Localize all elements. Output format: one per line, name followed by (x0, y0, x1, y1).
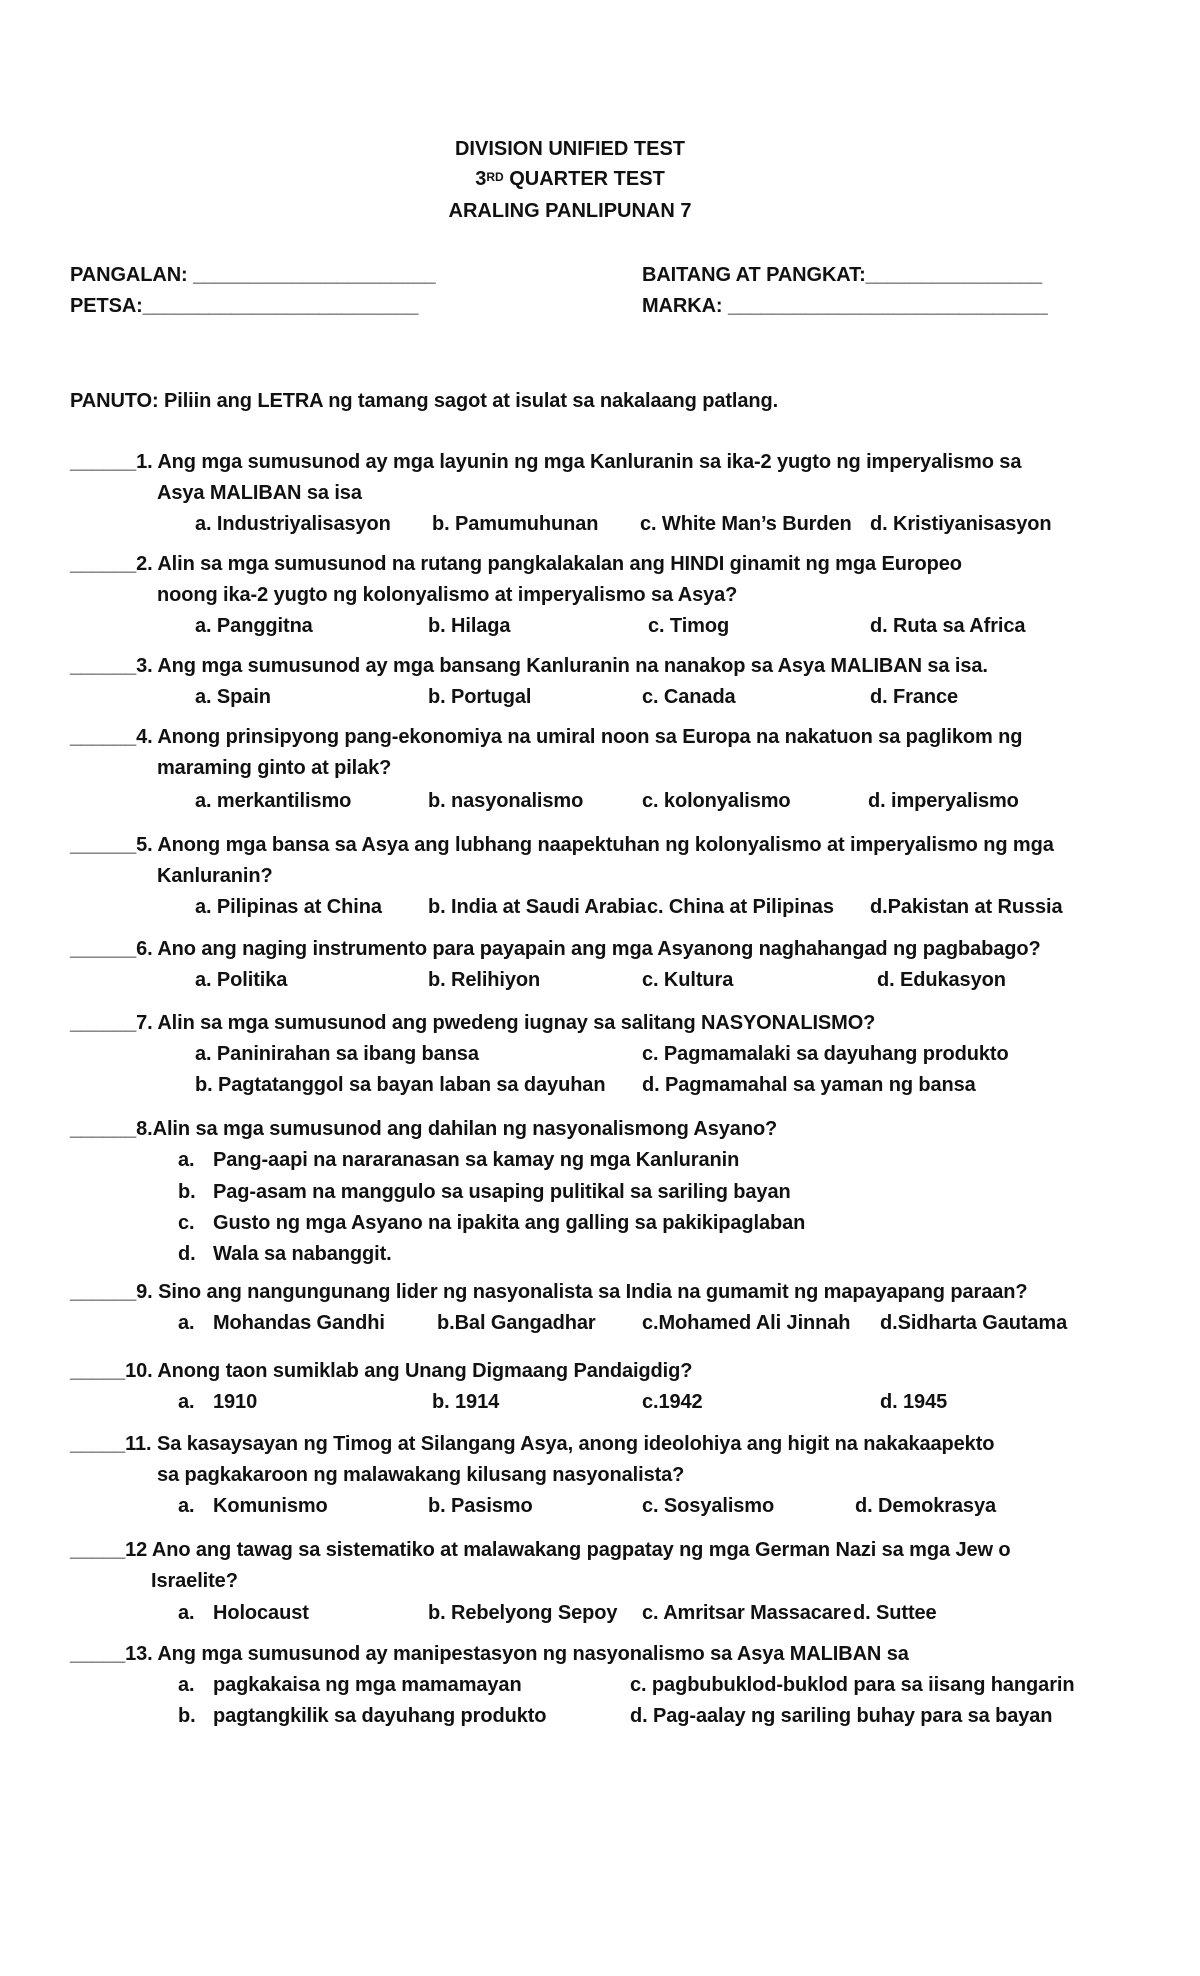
q8-letter-c: c. (178, 1212, 195, 1234)
q3-choice-c: c. Canada (642, 686, 736, 708)
q1-choice-b: b. Pamumuhunan (432, 513, 599, 535)
q10-choice-b: b. 1914 (432, 1391, 500, 1413)
q13-choice-b: pagtangkilik sa dayuhang produkto (213, 1705, 547, 1727)
q2-choice-c: c. Timog (648, 615, 730, 637)
q11-letter-a: a. (178, 1495, 195, 1517)
q5-choice-a: a. Pilipinas at China (195, 896, 382, 918)
question-3: ______3. Ang mga sumusunod ay mga bansang Kanluranin na nanakop sa Asya MALIBAN sa isa. (70, 655, 988, 677)
question-2: ______2. Alin sa mga sumusunod na rutang pangkalakalan ang HINDI ginamit ng mga Europeo (70, 553, 962, 575)
q1-choice-c: c. White Man’s Burden (640, 513, 852, 535)
q11-choice-a: Komunismo (213, 1495, 328, 1517)
q2-choice-a: a. Panggitna (195, 615, 313, 637)
q3-choice-b: b. Portugal (428, 686, 532, 708)
pangalan-field[interactable]: PANGALAN: ______________________ (70, 264, 436, 286)
baitang-field[interactable]: BAITANG AT PANGKAT:________________ (642, 264, 1042, 286)
question-5: ______5. Anong mga bansa sa Asya ang lubhang naapektuhan ng kolonyalismo at imperyalismo ng mga (70, 834, 1054, 856)
question-6: ______6. Ano ang naging instrumento para payapain ang mga Asyanong naghahangad ng pagbabago? (70, 938, 1041, 960)
q9-choice-a: Mohandas Gandhi (213, 1312, 385, 1334)
q13-letter-a: a. (178, 1674, 195, 1696)
q9-choice-d: d.Sidharta Gautama (880, 1312, 1068, 1334)
q6-choice-a: a. Politika (195, 969, 288, 991)
q8-choice-c: Gusto ng mga Asyano na ipakita ang galling sa pakikipaglaban (213, 1212, 806, 1234)
q10-choice-c: c.1942 (642, 1391, 703, 1413)
q8-choice-d: Wala sa nabanggit. (213, 1243, 392, 1265)
question-12-cont: Israelite? (151, 1570, 238, 1592)
question-10: _____10. Anong taon sumiklab ang Unang Digmaang Pandaigdig? (70, 1360, 693, 1382)
q9-choice-b: b.Bal Gangadhar (437, 1312, 596, 1334)
q5-choice-c: c. China at Pilipinas (647, 896, 834, 918)
question-4-cont: maraming ginto at pilak? (157, 757, 392, 779)
q7-choice-d: d. Pagmamahal sa yaman ng bansa (642, 1074, 976, 1096)
q6-choice-d: d. Edukasyon (877, 969, 1006, 991)
q7-choice-a: a. Paninirahan sa ibang bansa (195, 1043, 479, 1065)
quarter-label: QUARTER TEST (503, 168, 665, 190)
q11-choice-c: c. Sosyalismo (642, 1495, 775, 1517)
quarter-title (0, 166, 1140, 192)
q9-letter-a: a. (178, 1312, 195, 1334)
q3-choice-d: d. France (870, 686, 959, 708)
q13-choice-d: d. Pag-aalay ng sariling buhay para sa bayan (630, 1705, 1053, 1727)
q13-choice-c: c. pagbubuklod-buklod para sa iisang hangarin (630, 1674, 1075, 1696)
question-11: _____11. Sa kasaysayan ng Timog at Silangang Asya, anong ideolohiya ang higit na nakakaapekto (70, 1433, 995, 1455)
q4-choice-a: a. merkantilismo (195, 790, 352, 812)
question-1: ______1. Ang mga sumusunod ay mga layunin ng mga Kanluranin sa ika-2 yugto ng imperyalismo sa (70, 451, 1022, 473)
quarter-suffix: RD (486, 170, 504, 184)
instructions: PANUTO: Piliin ang LETRA ng tamang sagot at isulat sa nakalaang patlang. (70, 390, 779, 412)
q10-choice-a: 1910 (213, 1391, 258, 1413)
q6-choice-b: b. Relihiyon (428, 969, 541, 991)
question-13: _____13. Ang mga sumusunod ay manipestasyon ng nasyonalismo sa Asya MALIBAN sa (70, 1643, 909, 1665)
question-12: _____12 Ano ang tawag sa sistematiko at malawakang pagpatay ng mga German Nazi sa mga Jew o (70, 1539, 1011, 1561)
q8-choice-a: Pang-aapi na nararanasan sa kamay ng mga Kanluranin (213, 1149, 740, 1171)
question-9: ______9. Sino ang nangungunang lider ng nasyonalista sa India na gumamit ng mapayapang paraan? (70, 1281, 1028, 1303)
q8-letter-a: a. (178, 1149, 195, 1171)
q12-letter-a: a. (178, 1602, 195, 1624)
q10-letter-a: a. (178, 1391, 195, 1413)
q4-choice-d: d. imperyalismo (868, 790, 1019, 812)
quarter-number: 3 (475, 168, 487, 190)
q6-choice-c: c. Kultura (642, 969, 734, 991)
q10-choice-d: d. 1945 (880, 1391, 948, 1413)
q5-choice-d: d.Pakistan at Russia (870, 896, 1063, 918)
q7-choice-b: b. Pagtatanggol sa bayan laban sa dayuhan (195, 1074, 606, 1096)
q8-letter-b: b. (178, 1181, 196, 1203)
question-4: ______4. Anong prinsipyong pang-ekonomiya na umiral noon sa Europa na nakatuon sa paglikom ng (70, 726, 1023, 748)
question-11-cont: sa pagkakaroon ng malawakang kilusang nasyonalista? (157, 1464, 685, 1486)
q3-choice-a: a. Spain (195, 686, 271, 708)
q11-choice-b: b. Pasismo (428, 1495, 533, 1517)
q13-choice-a: pagkakaisa ng mga mamamayan (213, 1674, 522, 1696)
question-1-cont: Asya MALIBAN sa isa (157, 482, 362, 504)
q8-choice-b: Pag-asam na manggulo sa usaping pulitikal sa sariling bayan (213, 1181, 791, 1203)
question-5-cont: Kanluranin? (157, 865, 273, 887)
q12-choice-d: d. Suttee (853, 1602, 937, 1624)
q12-choice-c: c. Amritsar Massacare (642, 1602, 852, 1624)
marka-field[interactable]: MARKA: _____________________________ (642, 295, 1048, 317)
q7-choice-c: c. Pagmamalaki sa dayuhang produkto (642, 1043, 1009, 1065)
petsa-field[interactable]: PETSA:_________________________ (70, 295, 419, 317)
q12-choice-b: b. Rebelyong Sepoy (428, 1602, 618, 1624)
q2-choice-b: b. Hilaga (428, 615, 511, 637)
question-8: ______8.Alin sa mga sumusunod ang dahilan ng nasyonalismong Asyano? (70, 1118, 778, 1140)
question-7: ______7. Alin sa mga sumusunod ang pwedeng iugnay sa salitang NASYONALISMO? (70, 1012, 876, 1034)
q4-choice-c: c. kolonyalismo (642, 790, 791, 812)
question-2-cont: noong ika-2 yugto ng kolonyalismo at imperyalismo sa Asya? (157, 584, 738, 606)
q9-choice-c: c.Mohamed Ali Jinnah (642, 1312, 851, 1334)
q2-choice-d: d. Ruta sa Africa (870, 615, 1026, 637)
q12-choice-a: Holocaust (213, 1602, 309, 1624)
q5-choice-b: b. India at Saudi Arabia (428, 896, 647, 918)
q8-letter-d: d. (178, 1243, 196, 1265)
q13-letter-b: b. (178, 1705, 196, 1727)
test-title: DIVISION UNIFIED TEST (454, 138, 686, 160)
q11-choice-d: d. Demokrasya (855, 1495, 996, 1517)
q1-choice-a: a. Industriyalisasyon (195, 513, 391, 535)
q4-choice-b: b. nasyonalismo (428, 790, 584, 812)
q1-choice-d: d. Kristiyanisasyon (870, 513, 1052, 535)
subject-title: ARALING PANLIPUNAN 7 (448, 200, 692, 222)
